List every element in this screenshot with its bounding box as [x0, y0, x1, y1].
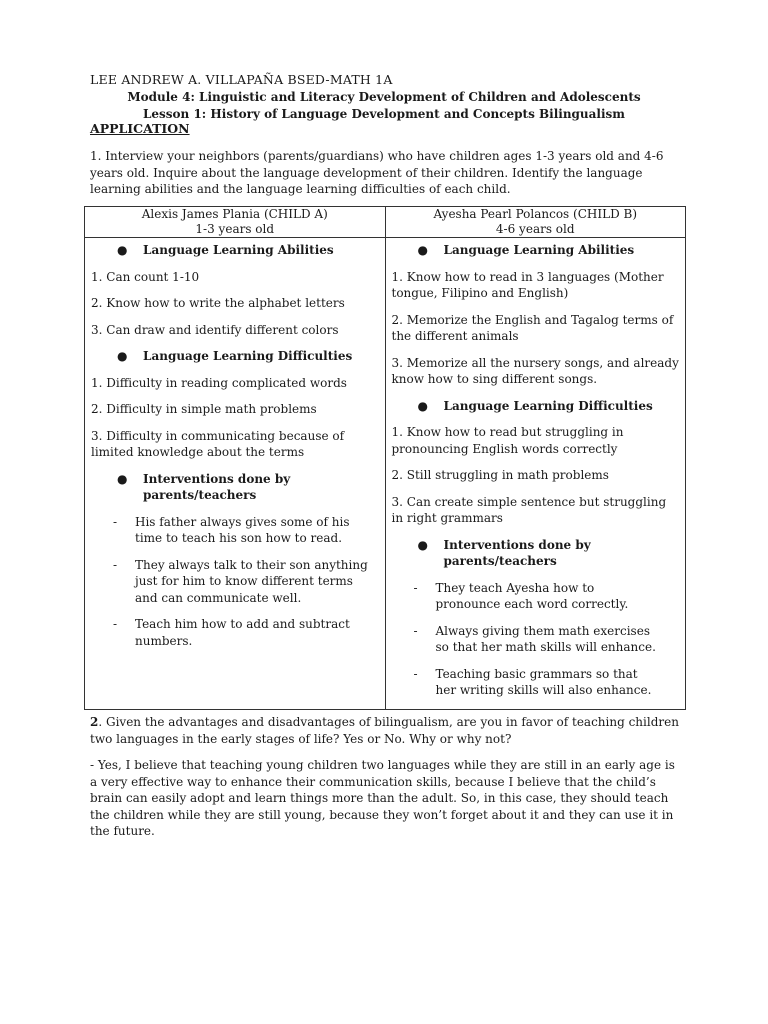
list-item: 3. Can create simple sentence but struggling in right grammars — [391, 494, 667, 525]
bullet-icon: ● — [417, 243, 428, 257]
item-text: Teaching basic grammars so that her writing skills will also enhance. — [435, 666, 652, 697]
child-b-age: 4-6 years old — [495, 222, 575, 236]
child-b-header — [385, 207, 686, 238]
child-b-interventions-heading — [392, 537, 680, 570]
list-item — [392, 623, 680, 656]
list-item — [392, 580, 680, 613]
dash-icon: - — [113, 557, 118, 572]
heading-label: Interventions done by parents/teachers — [143, 471, 291, 502]
bullet-icon: ● — [117, 471, 128, 486]
list-item: 3. Difficulty in communicating because of limited knowledge about the terms — [91, 428, 345, 459]
dash-icon: - — [113, 514, 118, 529]
student-name-line: LEE ANDREW A. VILLAPAÑA BSED-MATH 1A — [90, 72, 393, 87]
dash-icon: - — [413, 666, 418, 681]
dash-icon: - — [113, 617, 118, 631]
dash-icon: - — [413, 623, 418, 638]
module-title: Module 4: Linguistic and Literacy Development of Children and Adolescents — [127, 90, 641, 104]
item-text: Always giving them math exercises so that her math skills will enhance. — [435, 623, 656, 654]
child-a-header — [85, 207, 386, 238]
heading-label: Interventions done by parents/teachers — [443, 537, 591, 568]
item-text: His father always gives some of his time to teach his son how to read. — [135, 514, 350, 545]
answer-2: - Yes, I believe that teaching young children two languages while they are still in an early age is a very effective way to enhance their communication skills, because I believe that the child’s brain can easily adopt and learn things more than the adult. So, in this case, they should teach the children while they are still young, because they won’t forget about it and they can use it in the future. — [90, 758, 675, 838]
item-text: They always talk to their son anything just for him to know different terms and can communicate well. — [135, 557, 368, 605]
bullet-icon: ● — [117, 243, 128, 257]
list-item: 1. Know how to read but struggling in pronouncing English words correctly — [391, 425, 624, 456]
list-item — [91, 557, 379, 607]
bullet-icon: ● — [417, 398, 428, 413]
list-item: 2. Memorize the English and Tagalog terms of the different animals — [391, 312, 674, 343]
bullet-icon: ● — [117, 349, 128, 363]
question-2 — [90, 714, 680, 747]
list-item: 2. Difficulty in simple math problems — [91, 402, 317, 416]
heading-label: Language Learning Difficulties — [143, 349, 353, 363]
list-item: 3. Memorize all the nursery songs, and already know how to sing different songs. — [391, 355, 679, 386]
list-item: 1. Know how to read in 3 languages (Mother tongue, Filipino and English) — [391, 269, 664, 300]
child-b-name: Ayesha Pearl Polancos (CHILD B) — [433, 207, 638, 221]
question-2-text: . Given the advantages and disadvantages of bilingualism, are you in favor of teaching children two languages in the early stages of life? Yes or No. Why or why not? — [90, 715, 679, 746]
list-item: 1. Difficulty in reading complicated words — [91, 375, 347, 390]
table-header-row — [85, 207, 686, 238]
child-a-interventions-heading — [91, 471, 379, 504]
heading-label: Language Learning Difficulties — [443, 398, 653, 413]
child-a-name: Alexis James Plania (CHILD A) — [141, 207, 328, 221]
table-body-row — [85, 238, 686, 710]
question-1: 1. Interview your neighbors (parents/guardians) who have children ages 1-3 years old and 4-6 years old. Inquire about the language development of their children. Identify the language learning abilities and the language learning difficulties of each child. — [90, 149, 664, 196]
children-comparison-table — [84, 206, 686, 710]
child-b-difficulties-heading — [392, 398, 680, 415]
child-a-difficulties-heading — [91, 348, 379, 365]
dash-icon: - — [413, 580, 418, 595]
list-item — [392, 666, 680, 699]
child-a-column — [85, 238, 386, 710]
child-b-abilities-heading — [392, 242, 680, 259]
heading-label: Language Learning Abilities — [443, 243, 635, 257]
heading-label: Language Learning Abilities — [143, 243, 334, 257]
list-item — [91, 514, 379, 547]
list-item: 2. Know how to write the alphabet letters — [91, 296, 345, 310]
list-item: 1. Can count 1-10 — [91, 269, 200, 284]
child-b-column — [385, 238, 686, 710]
bullet-icon: ● — [417, 537, 428, 552]
list-item — [91, 616, 379, 649]
list-item: 3. Can draw and identify different colors — [91, 322, 339, 337]
section-heading: APPLICATION — [90, 121, 190, 136]
list-item: 2. Still struggling in math problems — [391, 468, 609, 482]
item-text: Teach him how to add and subtract numbers. — [135, 617, 350, 648]
child-a-age: 1-3 years old — [195, 222, 275, 236]
question-2-number: 2 — [90, 715, 99, 729]
item-text: They teach Ayesha how to pronounce each word correctly. — [435, 580, 629, 611]
child-a-abilities-heading — [91, 242, 379, 259]
lesson-title: Lesson 1: History of Language Development and Concepts Bilingualism — [142, 107, 626, 121]
